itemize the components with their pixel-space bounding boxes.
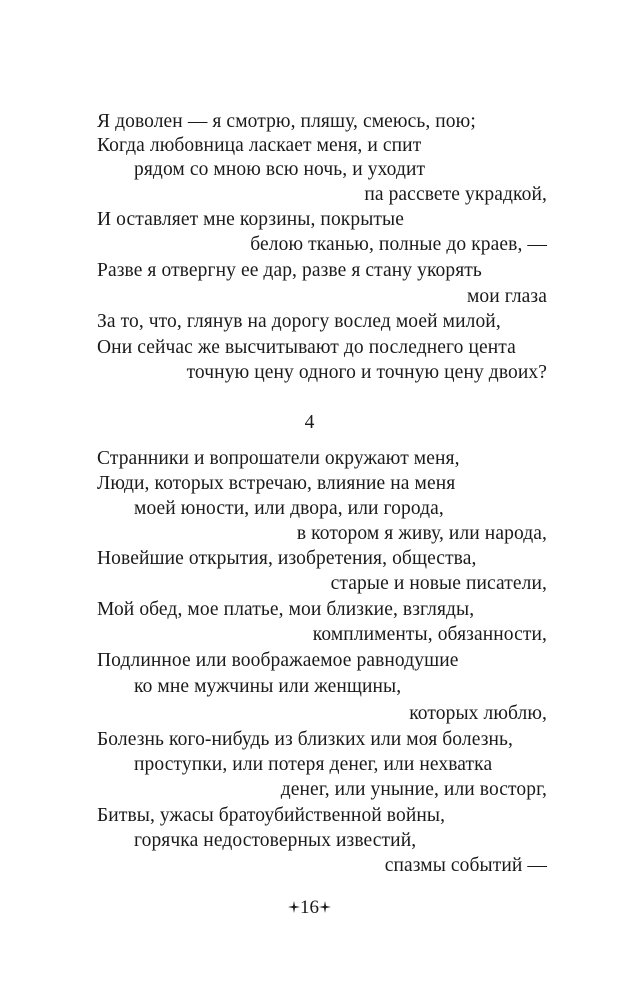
verse-line: рядом со мною всю ночь, и уходит — [134, 159, 426, 180]
page-folio — [0, 896, 619, 920]
verse-line: белою тканью, полные до краев, — — [250, 234, 547, 255]
verse-line: Новейшие открытия, изобретения, общества, — [97, 548, 477, 569]
verse-line: Болезнь кого-нибудь из близких или моя болезнь, — [97, 729, 514, 750]
page-number: 16 — [300, 897, 319, 918]
verse-line: Странники и вопрошатели окружают меня, — [97, 448, 460, 469]
verse-line: Люди, которых встречаю, влияние на меня — [97, 473, 456, 494]
verse-line: мои глаза — [466, 286, 547, 307]
verse-line: Подлинное или воображаемое равнодушие — [97, 650, 459, 671]
verse-line: Когда любовница ласкает меня, и спит — [97, 135, 422, 156]
verse-line: проступки, или потеря денег, или нехватка — [134, 754, 493, 775]
verse-line: точную цену одного и точную цену двоих? — [186, 362, 547, 383]
verse-line: Они сейчас же высчитывают до последнего цента — [97, 337, 516, 358]
star-ornament-icon — [319, 901, 331, 913]
verse-line: Я доволен — я смотрю, пляшу, смеюсь, пою; — [97, 111, 476, 132]
verse-line: па рассвете украдкой, — [364, 184, 547, 205]
verse-line: моей юности, или двора, или города, — [134, 498, 444, 519]
verse-line: горячка недостоверных известий, — [134, 830, 417, 851]
section-number: 4 — [304, 412, 315, 433]
verse-line: спазмы событий — — [384, 855, 547, 876]
verse-line: И оставляет мне корзины, покрытые — [97, 209, 405, 230]
verse-line: денег, или уныние, или восторг, — [280, 779, 547, 800]
verse-line: ко мне мужчины или женщины, — [134, 676, 402, 697]
verse-line: Разве я отвергну ее дар, разве я стану укорять — [97, 260, 482, 281]
verse-line: комплименты, обязанности, — [312, 624, 547, 645]
verse-line: старые и новые писатели, — [330, 573, 547, 594]
verse-line: которых люблю, — [409, 703, 547, 724]
star-ornament-icon — [288, 901, 300, 913]
verse-line: За то, что, глянув на дорогу вослед моей милой, — [97, 311, 501, 332]
verse-line: Мой обед, мое платье, мои близкие, взгляды, — [97, 599, 475, 620]
verse-line: в котором я живу, или народа, — [296, 523, 547, 544]
verse-line: Битвы, ужасы братоубийственной войны, — [97, 805, 446, 826]
